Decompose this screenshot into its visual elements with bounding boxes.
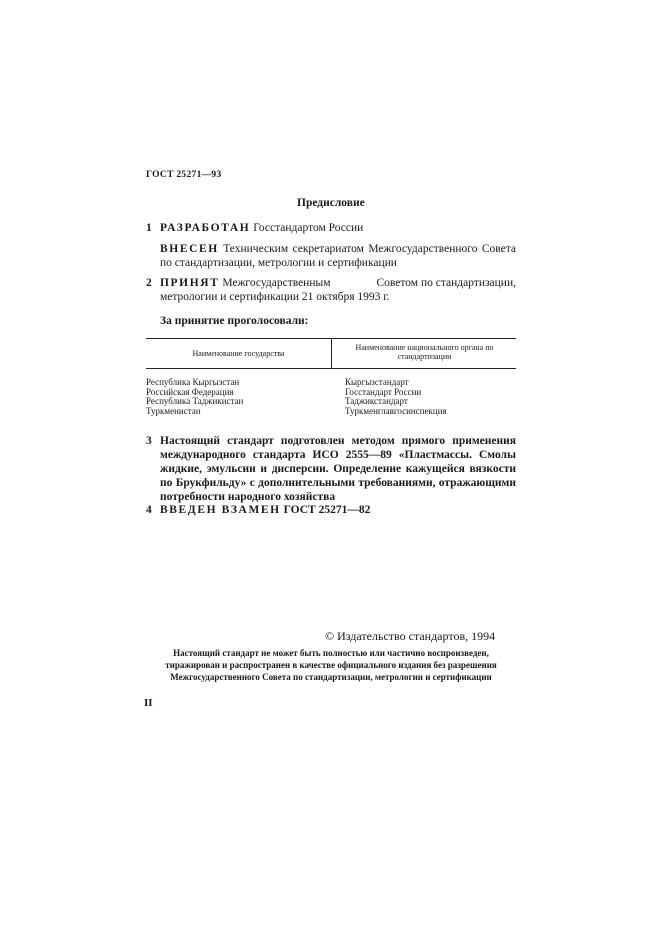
table-cell: Республика Таджикистан (146, 396, 244, 406)
page-title: Предисловие (297, 197, 365, 209)
table-column-bodies (345, 378, 447, 416)
voted-caption: За принятие проголосовали: (160, 315, 309, 327)
item-text: ГОСТ 25271—82 (283, 504, 371, 516)
item-number: 4 (146, 504, 152, 516)
table-column-divider (331, 338, 332, 368)
item-label: ПРИНЯТ (160, 277, 220, 289)
item-text: Межгосударственным (222, 277, 331, 289)
table-header-body: Наименование национального органа по стандартизации (355, 343, 494, 361)
table-cell: Российская Федерация (146, 386, 234, 397)
item-number: 1 (146, 222, 152, 234)
table-cell: Республика Кыргызстан (146, 377, 240, 387)
item-4 (146, 503, 370, 517)
item-text: Настоящий стандарт подготовлен методом прямого применения международного стандарта ИСО 2555—89 «Пластмассы. Смолы жидкие, эмульсии и дисперсии. Определение кажущейся вязкости по Брукфильду» с дополнительными требованиями, отражающими потребности народного хозяйства (160, 435, 516, 503)
table-cell: Госстандарт России (345, 386, 422, 397)
item-text: Госстандартом России (253, 222, 364, 234)
table-column-countries (146, 378, 243, 416)
item-introduced (160, 242, 516, 270)
item-number: 3 (146, 435, 152, 447)
table-cell: Таджикстандарт (345, 396, 408, 406)
table-cell: Кыргызстандарт (345, 377, 409, 387)
item-text: метрологии и сертификации 21 октября 1993 г. (160, 291, 390, 303)
item-number: 2 (146, 277, 152, 289)
document-code: ГОСТ 25271—93 (146, 170, 222, 180)
item-2 (146, 276, 516, 304)
copyright-line: © Издательство стандартов, 1994 (325, 629, 496, 643)
item-text: Советом по стандартизации, (376, 277, 516, 289)
item-text: Техническим секретариатом Межгосударственного Совета по стандартизации, метрологии и сертификации (160, 243, 516, 269)
page-number: II (144, 697, 153, 709)
table-cell: Туркменистан (146, 405, 201, 416)
item-label: ВВЕДЕН ВЗАМЕН (160, 504, 281, 516)
reproduction-notice: Настоящий стандарт не может быть полностью или частично воспроизведен, тиражирован и распространен в качестве официального издания без разрешения Межгосударственного Совета по стандартизации, метрологии и сертификации (165, 648, 497, 682)
item-1 (146, 221, 363, 235)
item-label: ВНЕСЕН (160, 243, 219, 255)
table-cell: Туркменглавгосинспекция (345, 405, 447, 416)
item-label: РАЗРАБОТАН (160, 222, 251, 234)
item-3 (146, 434, 516, 504)
table-header-rule (146, 368, 516, 369)
table-header-country: Наименование государства (192, 349, 285, 358)
